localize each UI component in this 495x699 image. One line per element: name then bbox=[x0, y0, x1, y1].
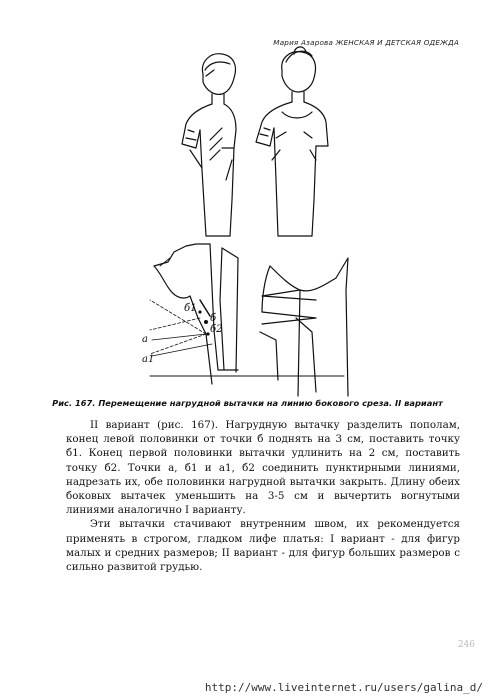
pattern-draft-2 bbox=[260, 258, 348, 396]
label-b1: б1 bbox=[184, 303, 197, 314]
label-a1: а1 bbox=[142, 354, 155, 365]
label-a: а bbox=[142, 334, 148, 345]
body-text bbox=[66, 418, 460, 574]
figure-caption: Рис. 167. Перемещение нагрудной вытачки на линию бокового среза. II вариант bbox=[52, 398, 443, 408]
dress-figure-left bbox=[182, 54, 236, 236]
label-b: б bbox=[210, 313, 217, 324]
point-b2 bbox=[206, 332, 209, 335]
paragraph-2: Эти вытачки стачивают внутренним швом, их рекомендуется применять в строгом, гладком лифе платья: I вариант - для фигур малых и средних размеров; II вариант - для фигур больших размеров с сильно развитой грудью. bbox=[66, 518, 460, 574]
source-watermark: http://www.liveinternet.ru/users/galina_d/ bbox=[204, 681, 483, 694]
pattern-draft-1 bbox=[150, 244, 344, 384]
paragraph-1: II вариант (рис. 167). Нагрудную вытачку разделить пополам, конец левой половинки от точки б поднять на 3 см, поставить точку б1. Конец первой половинки вытачки удлинить на 2 см, поставить точку б2. Точки а, б1 и а1, б2 соединить пунктирными линиями, надрезать их, обе половинки нагрудной вытачки закрыть. Длину обеих боковых вытачек уменьшить на 3-5 см и вычертить вогнутыми линиями аналогично I варианту. bbox=[66, 419, 460, 517]
page-number: 246 bbox=[457, 640, 475, 650]
point-b bbox=[204, 320, 208, 324]
label-b2: б2 bbox=[210, 324, 223, 335]
point-b1 bbox=[198, 310, 201, 313]
running-header: Мария Азарова ЖЕНСКАЯ И ДЕТСКАЯ ОДЕЖДА bbox=[273, 38, 459, 47]
dress-figure-right bbox=[256, 47, 328, 236]
